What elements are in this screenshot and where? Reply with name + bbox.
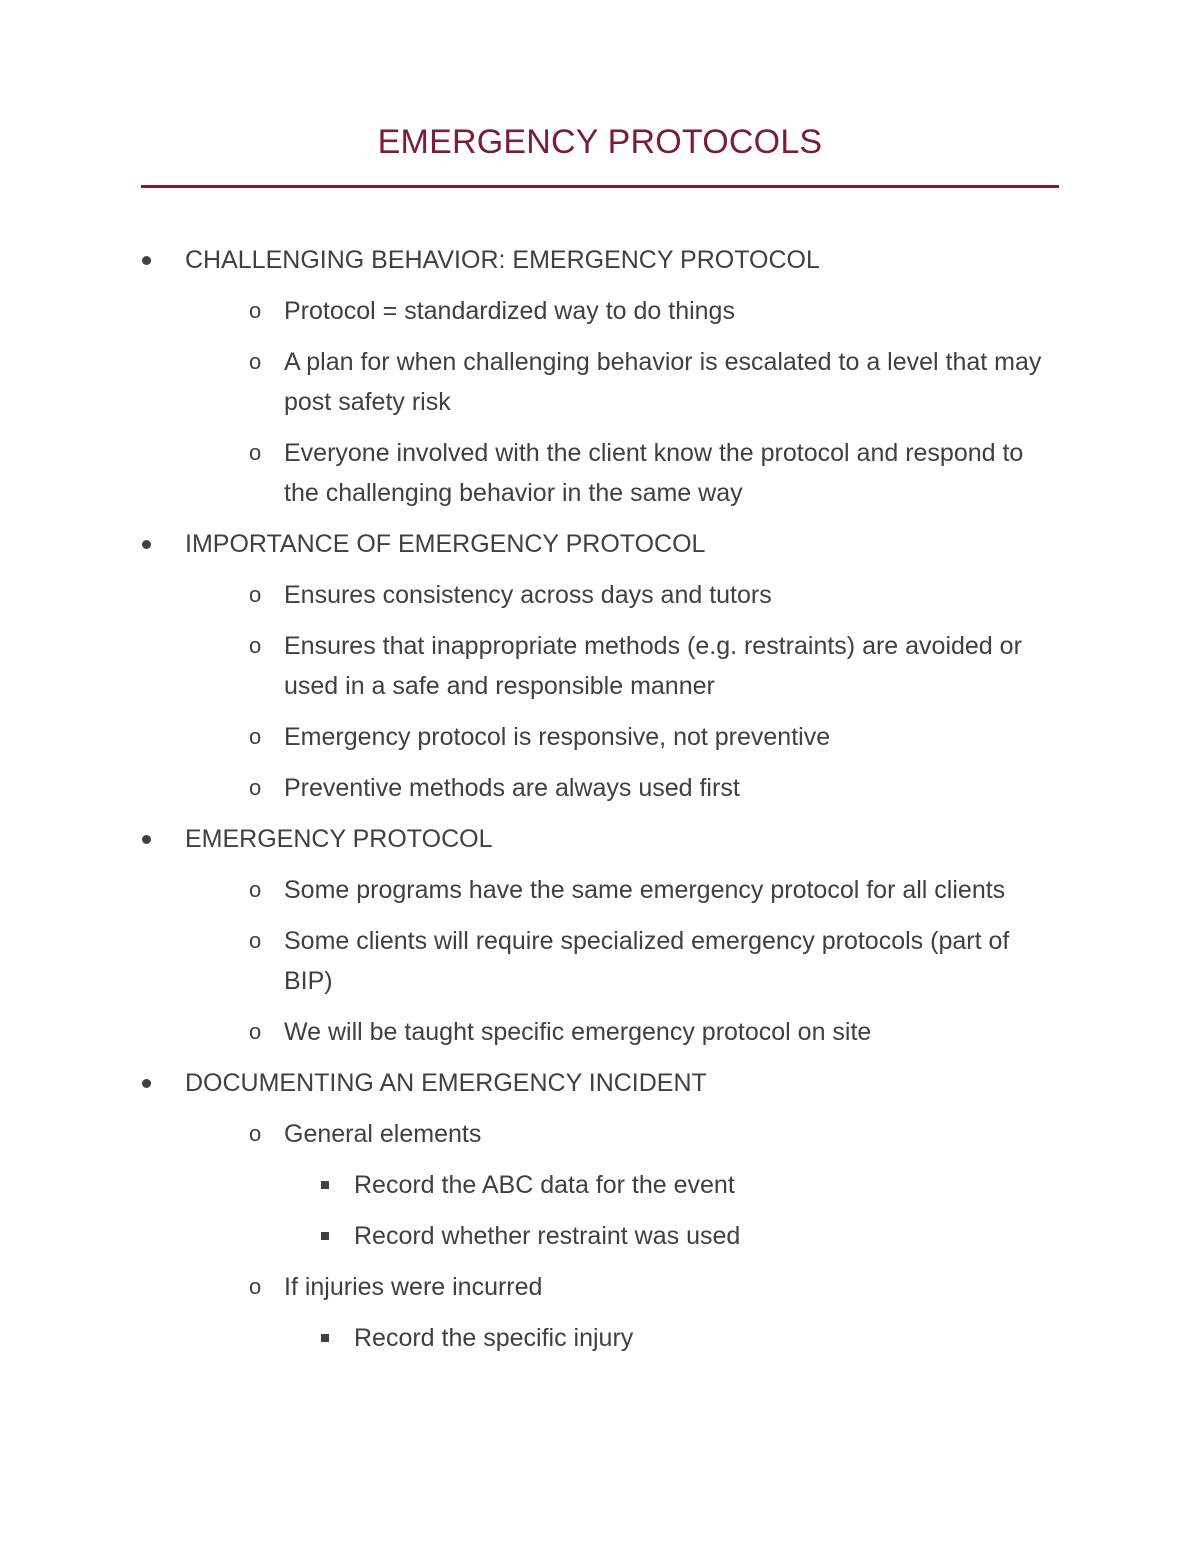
square-bullet-icon	[321, 1334, 329, 1342]
circle-bullet-icon: o	[249, 1019, 262, 1044]
circle-bullet-icon: o	[249, 440, 262, 465]
sub-list-item-text: Record the specific injury	[354, 1324, 634, 1352]
list-item	[0, 1267, 1064, 1307]
list-item-text: Some programs have the same emergency protocol for all clients	[284, 876, 1006, 904]
list-item	[0, 291, 1064, 331]
section-heading-text: EMERGENCY PROTOCOL	[185, 825, 493, 853]
list-item	[0, 921, 1064, 1001]
square-bullet-icon	[321, 1232, 329, 1240]
sub-list-item-text: Record whether restraint was used	[354, 1222, 741, 1250]
list-item-text: Ensures consistency across days and tutors	[284, 581, 772, 609]
list-item-text: A plan for when challenging behavior is escalated to a level that may post safety risk	[284, 348, 1042, 416]
section-heading	[0, 1063, 1055, 1103]
list-item-text: Emergency protocol is responsive, not preventive	[284, 723, 831, 751]
list-item	[0, 768, 1064, 808]
sub-list-item	[0, 1165, 1054, 1205]
list-item-text: If injuries were incurred	[284, 1273, 543, 1301]
list-item	[0, 870, 1064, 910]
bullet-icon	[142, 1079, 151, 1088]
list-item-text: We will be taught specific emergency protocol on site	[284, 1018, 872, 1046]
document-body	[0, 240, 1200, 1369]
section-heading	[0, 524, 1055, 564]
list-item-text: Everyone involved with the client know the protocol and respond to the challenging behavior in the same way	[284, 439, 1024, 507]
square-bullet-icon	[321, 1181, 329, 1189]
title-divider	[141, 185, 1059, 188]
section-heading	[0, 819, 1055, 859]
section-heading-text: IMPORTANCE OF EMERGENCY PROTOCOL	[185, 530, 706, 558]
bullet-icon	[142, 256, 151, 265]
circle-bullet-icon: o	[249, 928, 262, 953]
list-item	[0, 1012, 1064, 1052]
list-item-text: Ensures that inappropriate methods (e.g. restraints) are avoided or used in a safe and responsible manner	[284, 632, 1022, 700]
circle-bullet-icon: o	[249, 1121, 262, 1146]
circle-bullet-icon: o	[249, 633, 262, 658]
circle-bullet-icon: o	[249, 349, 262, 374]
circle-bullet-icon: o	[249, 724, 262, 749]
list-item	[0, 342, 1064, 422]
bullet-icon	[142, 540, 151, 549]
circle-bullet-icon: o	[249, 298, 262, 323]
section-heading-text: DOCUMENTING AN EMERGENCY INCIDENT	[185, 1069, 707, 1097]
list-item	[0, 575, 1064, 615]
section-heading	[0, 240, 1055, 280]
list-item	[0, 433, 1064, 513]
sub-list-item-text: Record the ABC data for the event	[354, 1171, 735, 1199]
list-item-text: Preventive methods are always used first	[284, 774, 740, 802]
circle-bullet-icon: o	[249, 582, 262, 607]
list-item-text: Some clients will require specialized emergency protocols (part of BIP)	[284, 927, 1010, 995]
list-item	[0, 1114, 1064, 1154]
list-item-text: General elements	[284, 1120, 482, 1148]
list-item	[0, 626, 1064, 706]
bullet-icon	[142, 835, 151, 844]
sub-list-item	[0, 1216, 1054, 1256]
circle-bullet-icon: o	[249, 775, 262, 800]
circle-bullet-icon: o	[249, 877, 262, 902]
circle-bullet-icon: o	[249, 1274, 262, 1299]
page-title: EMERGENCY PROTOCOLS	[377, 123, 823, 161]
list-item-text: Protocol = standardized way to do things	[284, 297, 735, 325]
section-heading-text: CHALLENGING BEHAVIOR: EMERGENCY PROTOCOL	[185, 246, 820, 274]
sub-list-item	[0, 1318, 1054, 1358]
list-item	[0, 717, 1064, 757]
